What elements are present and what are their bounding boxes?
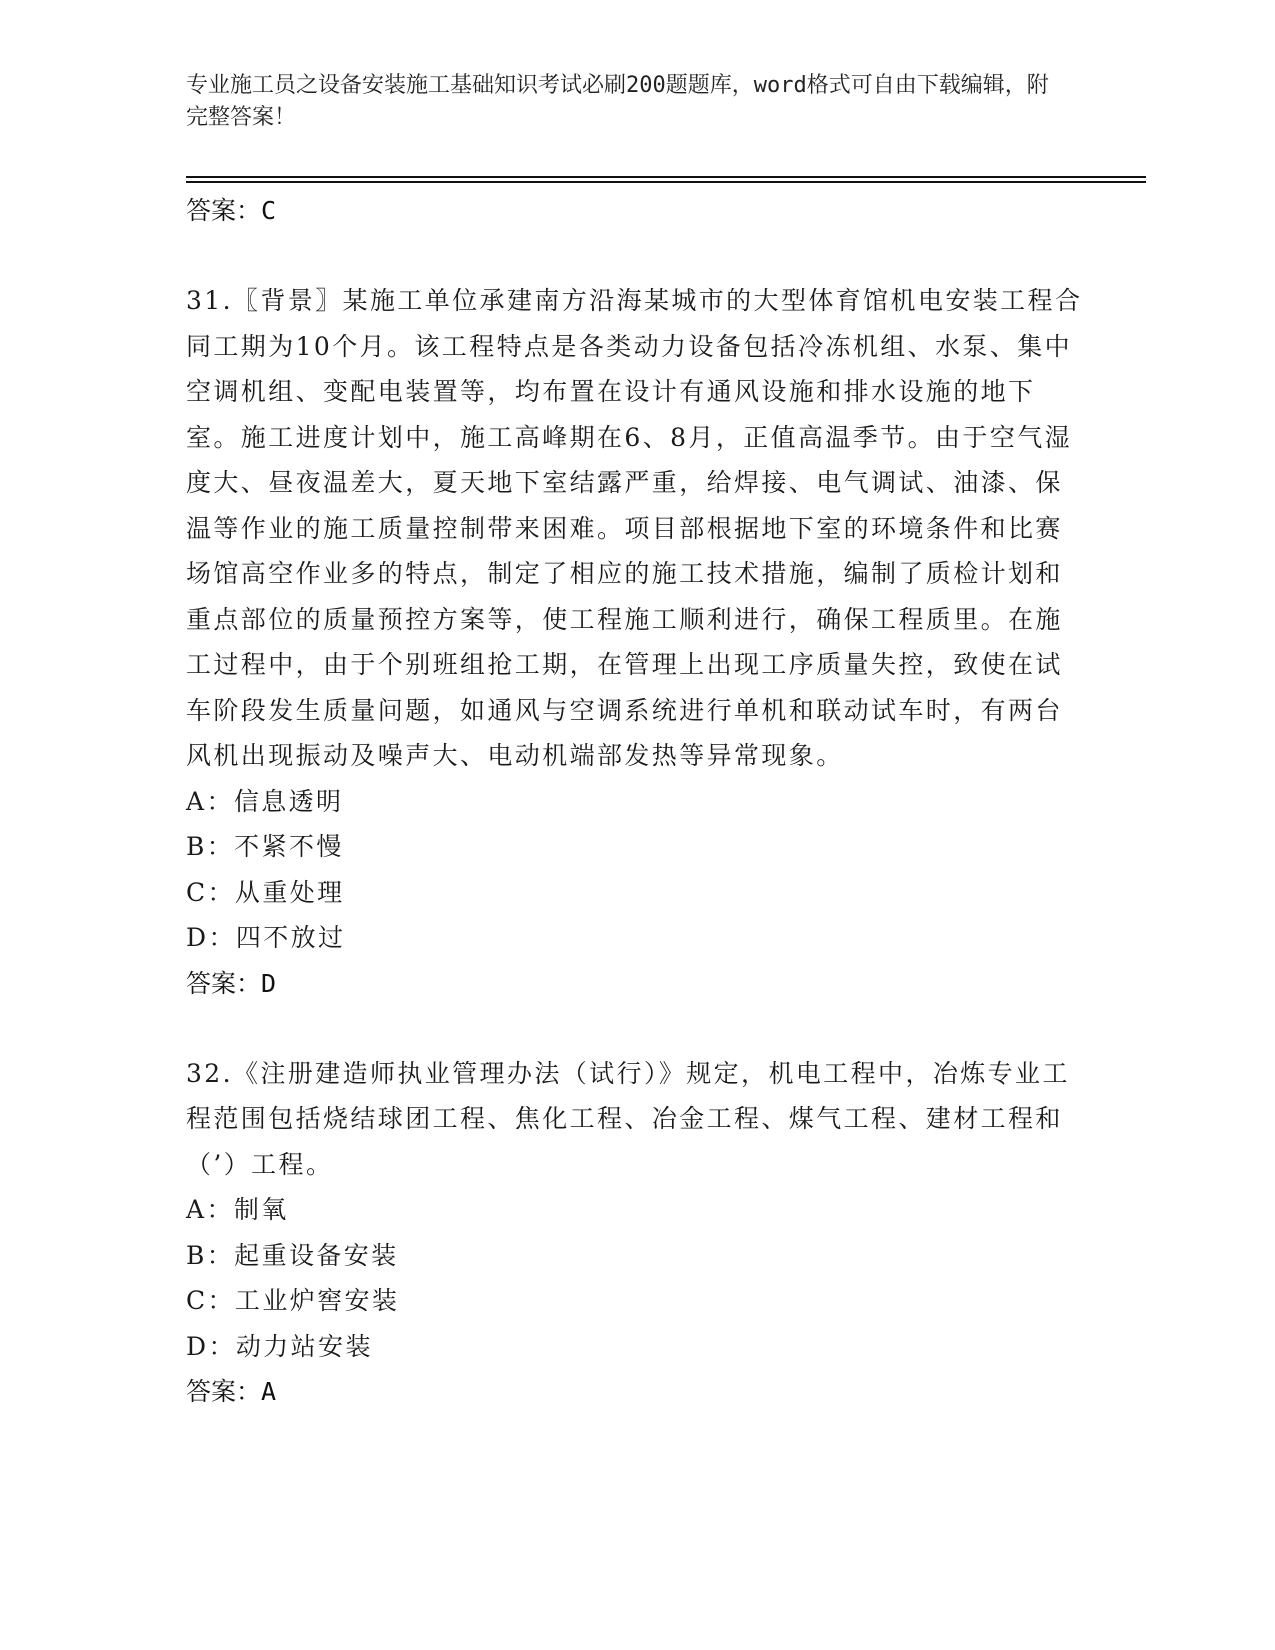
spacer [186, 1006, 1086, 1051]
option-a: A：信息透明 [186, 786, 344, 816]
answer-line: 答案：D [186, 968, 277, 998]
option-b: B：不紧不慢 [186, 832, 344, 861]
question-text: 32.《注册建造师执业管理办法（试行）》规定，机电工程中，冶炼专业工程范围包括烧结球团工程、焦化工程、冶金工程、煤气工程、建材工程和（’）工程。 [186, 1058, 1070, 1179]
question-list [186, 188, 1086, 1414]
option-d: D：动力站安装 [186, 1331, 373, 1361]
question-block [186, 1051, 1086, 1415]
spacer [186, 233, 1086, 278]
answer-line: 答案：C [186, 196, 277, 225]
header-rule-top [186, 176, 1146, 178]
option-a: A：制氧 [186, 1195, 289, 1224]
option-b: B：起重设备安装 [186, 1240, 399, 1270]
option-d: D：四不放过 [186, 923, 346, 952]
option-c: C：从重处理 [186, 877, 345, 907]
option-c: C：工业炉窖安装 [186, 1286, 400, 1315]
question-block [186, 278, 1086, 1006]
question-text: 31.〖背景〗某施工单位承建南方沿海某城市的大型体育馆机电安装工程合同工期为10个月。该工程特点是各类动力设备包括冷冻机组、水泵、集中空调机组、变配电装置等，均布置在设计有通风设施和排水设施的地下室。施工进度计划中，施工高峰期在6、8月，正值高温季节。由于空气湿度大、昼夜温差大，夏天地下室结露严重，给焊接、电气调试、油漆、保温等作业的施工质量控制带来困难。项目部根据地下室的环境条件和比赛场馆高空作业多的特点，制定了相应的施工技术措施，编制了质检计划和重点部位的质量预控方案等，使工程施工顺利进行，确保工程质里。在施工过程中，由于个别班组抢工期，在管理上出现工序质量失控，致使在试车阶段发生质量问题，如通风与空调系统进行单机和联动试车时，有两台风机出现振动及噪声大、电动机端部发热等异常现象。 [186, 286, 1083, 770]
answer-line: 答案：A [186, 1377, 277, 1406]
header-rule-bottom [186, 181, 1146, 183]
page-header [186, 70, 1066, 134]
header-text: 专业施工员之设备安装施工基础知识考试必刷200题题库，word格式可自由下载编辑，附完整答案！ [186, 73, 1049, 130]
